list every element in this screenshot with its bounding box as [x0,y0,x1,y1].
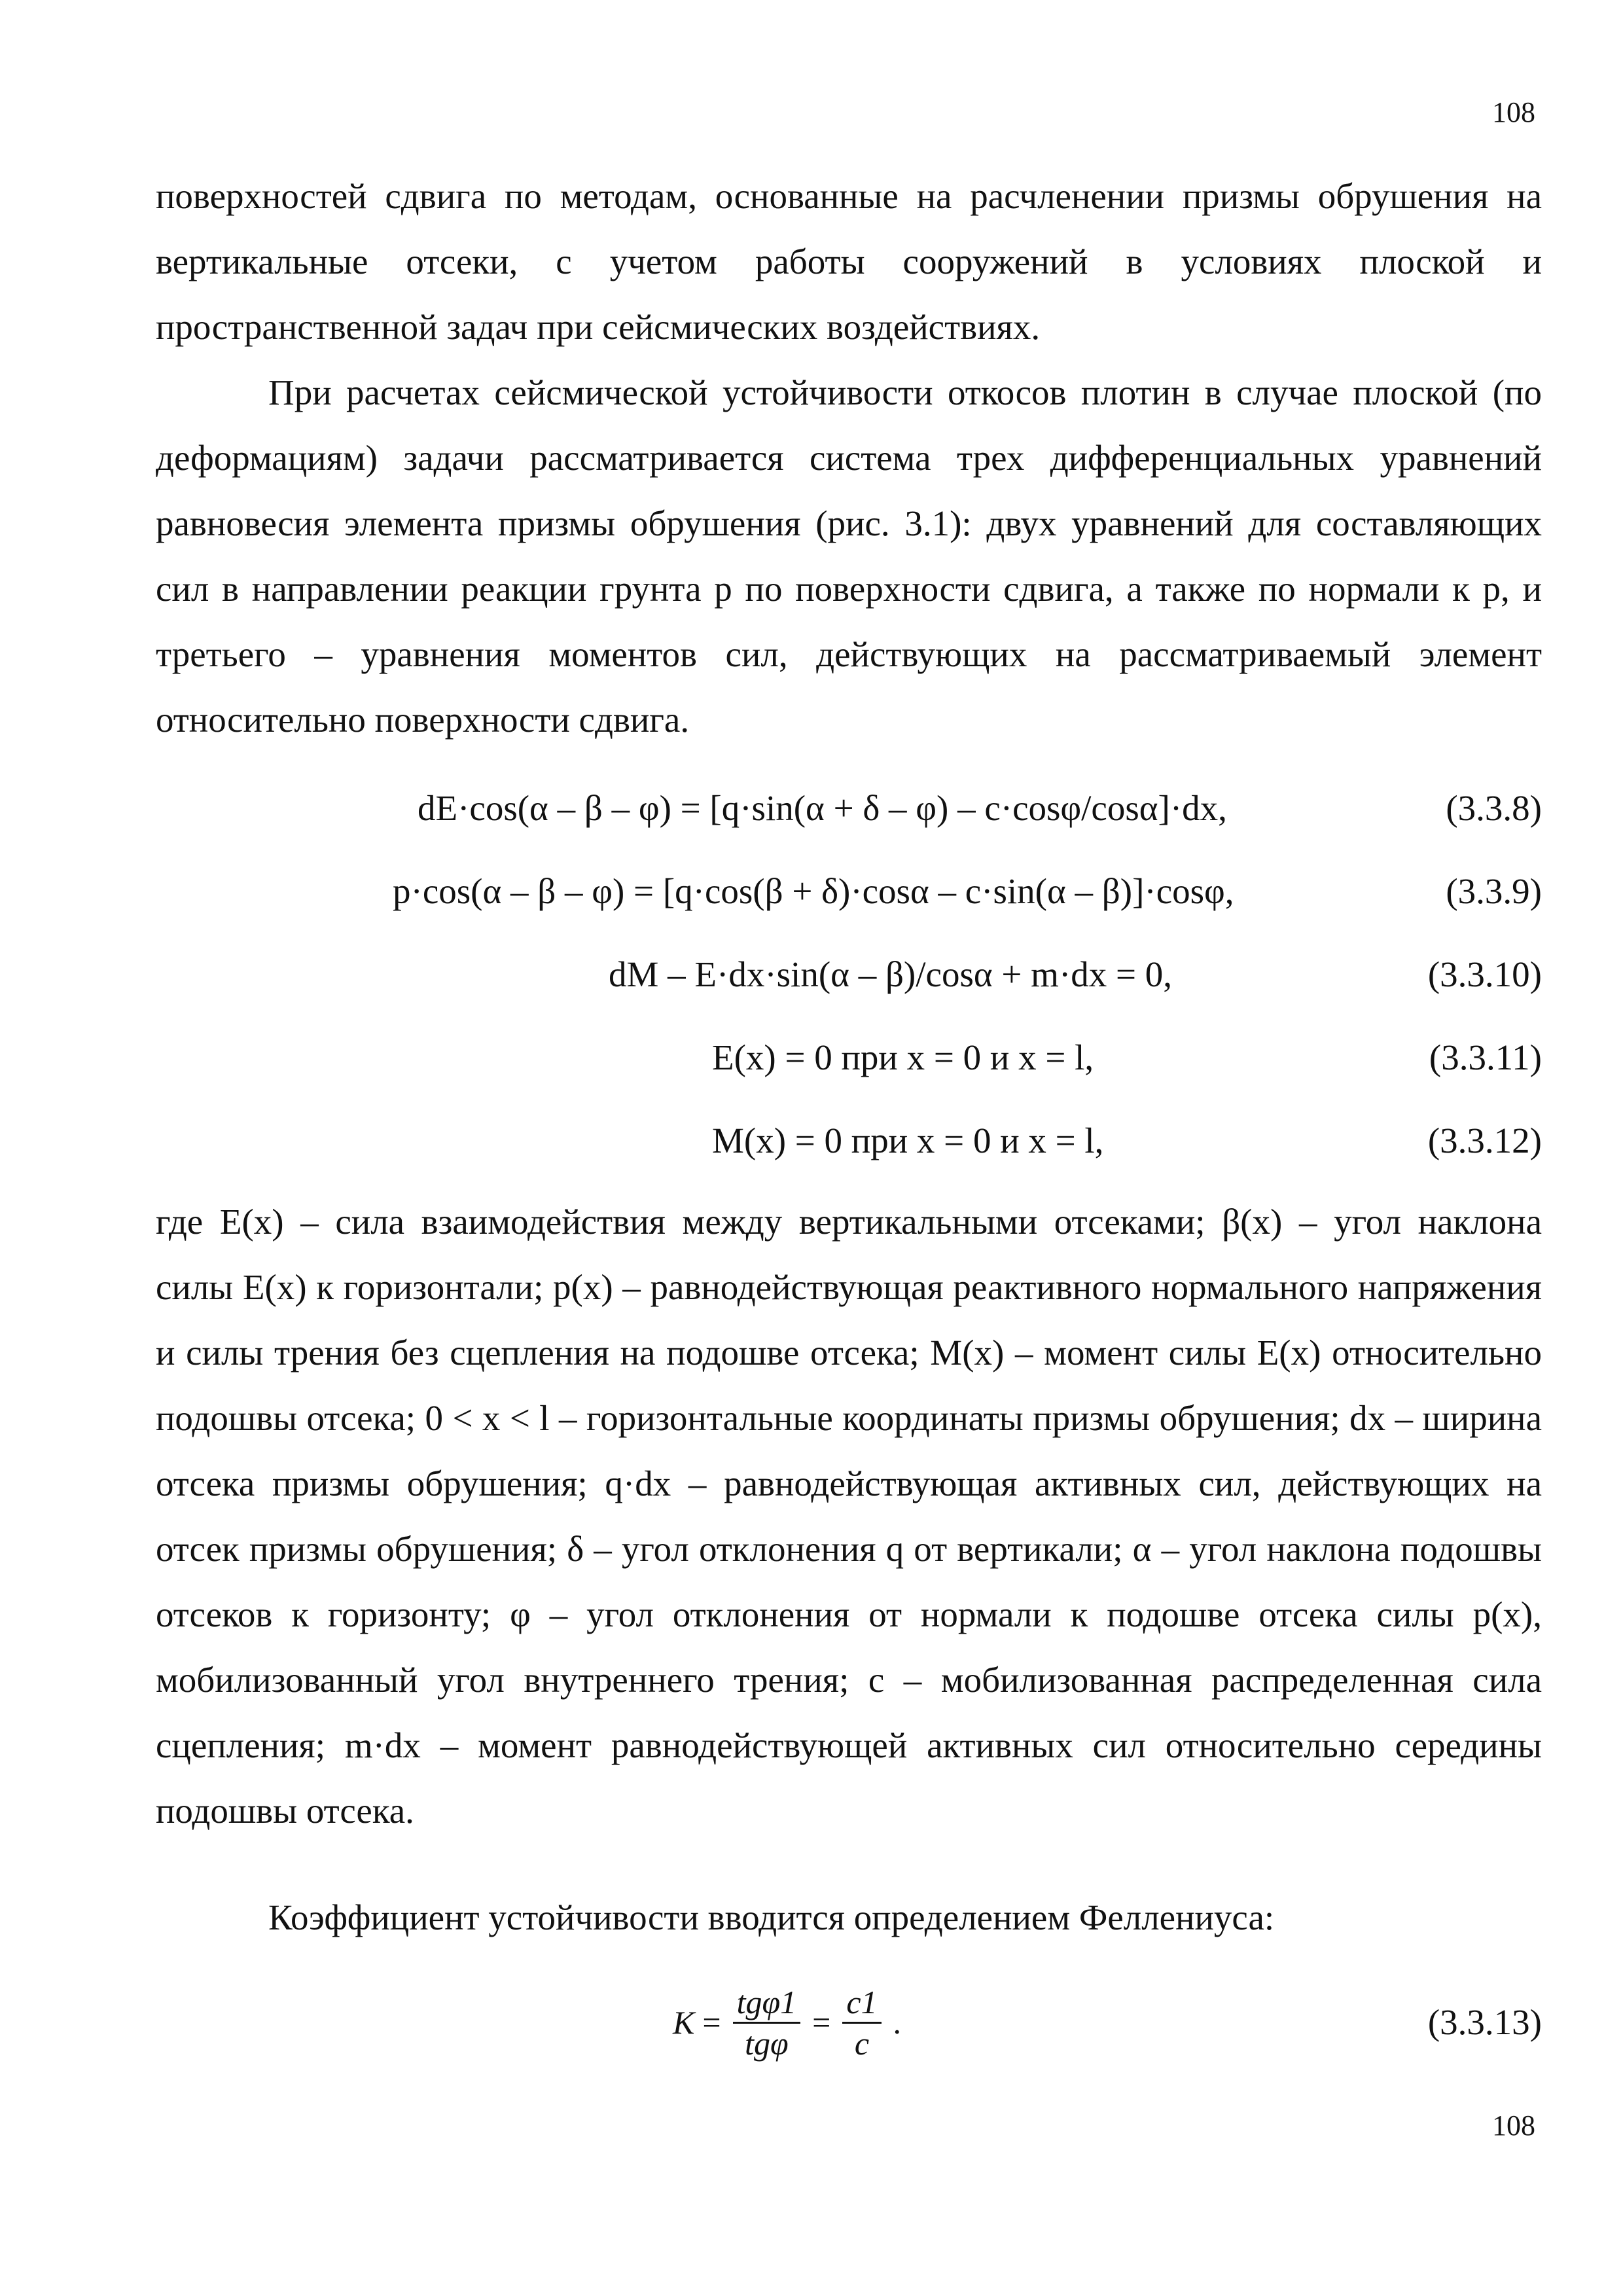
paragraph-intro-continuation: поверхностей сдвига по методам, основанные на расчленении призмы обрушения на вертикальные отсеки, с учетом работы сооружений в условиях плоской и пространственной задач при сейсмических воздействиях. [156,176,1542,347]
fraction-cohesion-ratio [842,1982,881,2063]
equation-3-3-12 [156,1108,1542,1174]
paragraph-fellenius-intro: Коэффициент устойчивости вводится определением Феллениуса: [268,1897,1275,1937]
page-number-top: 108 [1492,96,1535,128]
fraction-denominator: c [854,2024,870,2062]
equation-3-3-9 [156,859,1542,924]
paragraph-variable-definitions: где E(x) – сила взаимодействия между вертикальными отсеками; β(x) – угол наклона силы E(x) к горизонтали; p(x) – равнодействующая реактивного нормального напряжения и силы трения без сцепления на подошве отсека; M(x) – момент силы E(x) относительно подошвы отсека; 0 < x < l – горизонтальные координаты призмы обрушения; dx – ширина отсека призмы обрушения; q·dx – равнодействующая активных сил, действующих на отсек призмы обрушения; δ – угол отклонения q от вертикали; α – угол наклона подошвы отсеков к горизонту; φ – угол отклонения от нормали к подошве отсека силы p(x), мобилизованный угол внутреннего трения; c – мобилизованная распределенная сила сцепления; m·dx – момент равнодействующей активных сил относительно середины подошвы отсека. [156,1202,1542,1831]
page-number-bottom: 108 [1492,2109,1535,2142]
equation-number: (3.3.9) [1446,871,1542,911]
stability-coefficient-formula [673,1964,906,2081]
formula-equals: = [812,2004,831,2041]
equation-formula: dM – E·dx·sin(α – β)/cosα + m·dx = 0, [609,954,1173,994]
equation-3-3-13 [156,1964,1542,2081]
fraction-numerator: c1 [842,1982,881,2024]
equation-formula: M(x) = 0 при x = 0 и x = l, [712,1121,1104,1160]
equation-3-3-10 [156,942,1542,1007]
equation-3-3-8 [156,776,1542,841]
equation-number: (3.3.12) [1427,1121,1542,1160]
equation-number: (3.3.11) [1429,1037,1542,1077]
fraction-numerator: tgφ1 [733,1982,801,2024]
equation-number: (3.3.10) [1427,954,1542,994]
equation-number: (3.3.8) [1446,788,1542,828]
paragraph-system-description: При расчетах сейсмической устойчивости откосов плотин в случае плоской (по деформациям) задачи рассматривается система трех дифференциальных уравнений равновесия элемента призмы обрушения (рис. 3.1): двух уравнений для составляющих сил в направлении реакции грунта p по поверхности сдвига, а также по нормали к p, и третьего – уравнения моментов сил, действующих на рассматриваемый элемент относительно поверхности сдвига. [156,372,1542,740]
formula-period: . [893,2004,902,2041]
equation-formula: dE·cos(α – β – φ) = [q·sin(α + δ – φ) – c·cosφ/cosα]·dx, [418,788,1227,828]
formula-lhs: K [673,2004,695,2041]
fraction-denominator: tgφ [745,2024,789,2062]
equation-formula: E(x) = 0 при x = 0 и x = l, [712,1037,1094,1077]
equation-number: (3.3.13) [1427,2002,1542,2042]
formula-equals: = [702,2004,721,2041]
equation-formula: p·cos(α – β – φ) = [q·cos(β + δ)·cosα – c·sin(α – β)]·cosφ, [393,871,1234,911]
fraction-tangent-ratio [733,1982,801,2063]
equation-3-3-11 [156,1025,1542,1090]
